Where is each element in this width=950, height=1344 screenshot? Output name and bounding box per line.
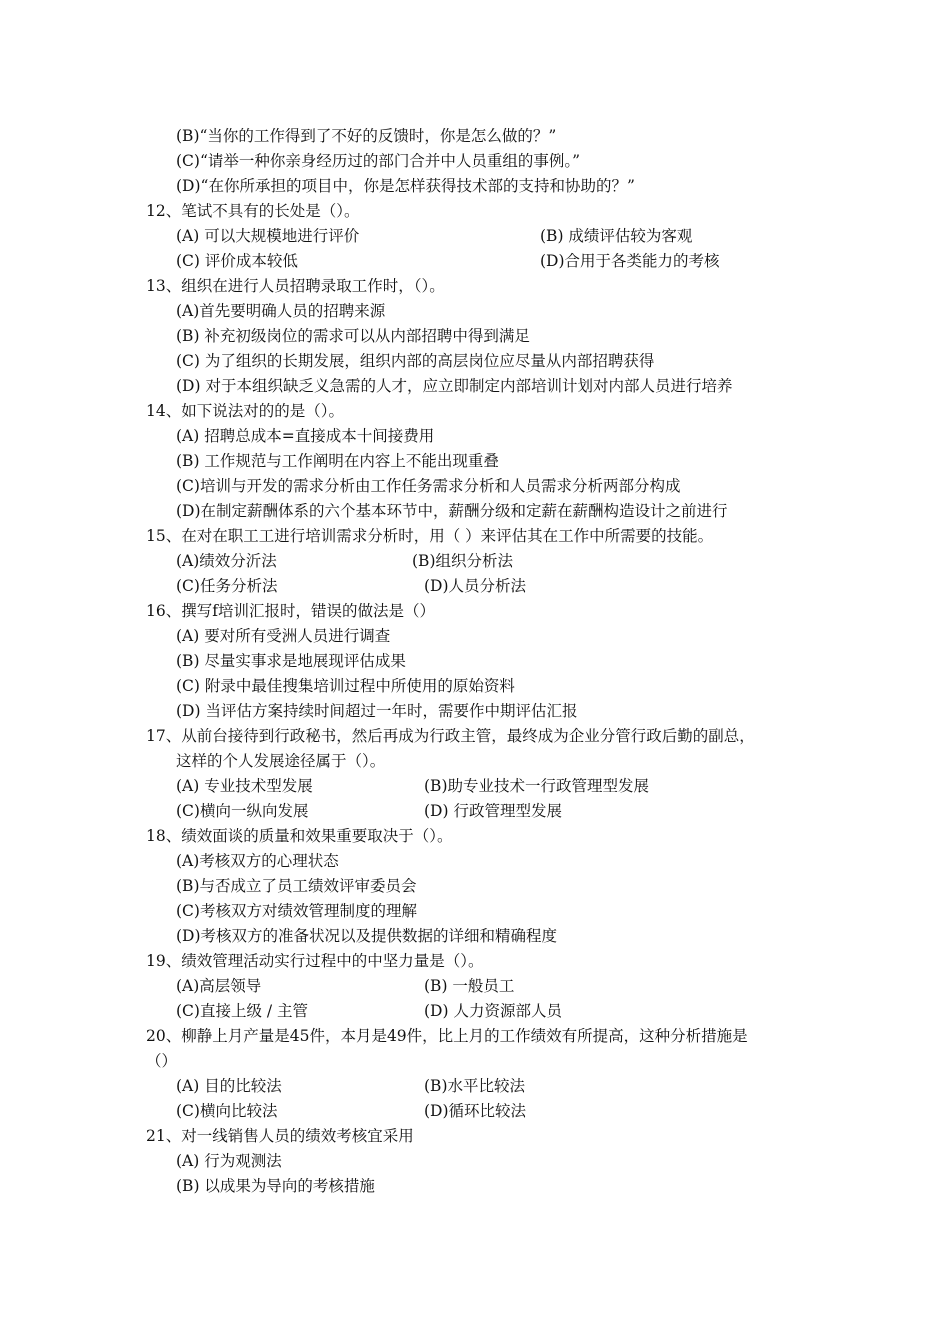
question-17-continued: 这样的个人发展途径属于（）。 — [176, 752, 386, 770]
q12-option-a: (A) 可以大规模地进行评价 — [176, 227, 360, 245]
q19-option-b: (B) 一般员工 — [424, 977, 515, 995]
question-20-continued: （） — [146, 1052, 178, 1070]
question-19: 19、绩效管理活动实行过程中的中坚力量是（）。 — [146, 952, 484, 970]
q20-option-a: (A) 目的比较法 — [176, 1077, 282, 1095]
question-14: 14、如下说法对的的是（）。 — [146, 402, 344, 420]
q18-option-b: (B)与否成立了员工绩效评审委员会 — [176, 877, 417, 895]
q18-option-c: (C)考核双方对绩效管理制度的理解 — [176, 902, 417, 920]
option-b: (B)“当你的工作得到了不好的反馈时，你是怎么做的？” — [176, 127, 557, 145]
q20-option-c: (C)横向比较法 — [176, 1102, 278, 1120]
question-20: 20、柳静上月产量是45件，本月是49件，比上月的工作绩效有所提高，这种分析措施是 — [146, 1027, 748, 1045]
q21-option-a: (A) 行为观测法 — [176, 1152, 282, 1170]
q15-option-a: (A)绩效分沂法 — [176, 552, 277, 570]
question-13: 13、组织在进行人员招聘录取工作时，（）。 — [146, 277, 445, 295]
q20-option-d: (D)循环比较法 — [424, 1102, 527, 1120]
q14-option-c: (C)培训与开发的需求分析由工作任务需求分析和人员需求分析两部分构成 — [176, 477, 681, 495]
q21-option-b: (B) 以成果为导向的考核措施 — [176, 1177, 375, 1195]
q19-option-a: (A)高层领导 — [176, 977, 262, 995]
q16-option-c: (C) 附录中最佳搜集培训过程中所使用的原始资料 — [176, 677, 515, 695]
q16-option-d: (D) 当评估方案持续时间超过一年时，需要作中期评估汇报 — [176, 702, 578, 720]
q14-option-b: (B) 工作规范与工作阐明在内容上不能出现重叠 — [176, 452, 499, 470]
question-16: 16、撰写f培训汇报时，错误的做法是（） — [146, 602, 435, 620]
question-18: 18、绩效面谈的质量和效果重要取决于（）。 — [146, 827, 453, 845]
question-21: 21、对一线销售人员的绩效考核宜采用 — [146, 1127, 414, 1145]
q18-option-d: (D)考核双方的准备状况以及提供数据的详细和精确程度 — [176, 927, 558, 945]
option-d: (D)“在你所承担的项目中，你是怎样获得技术部的支持和协助的？” — [176, 177, 635, 195]
q19-option-c: (C)直接上级 / 主管 — [176, 1002, 309, 1020]
question-15: 15、在对在职工工进行培训需求分析时，用（ ）来评估其在工作中所需要的技能。 — [146, 527, 714, 545]
question-17: 17、从前台接待到行政秘书，然后再成为行政主管，最终成为企业分管行政后勤的副总， — [146, 727, 755, 745]
q14-option-a: (A) 招聘总成本=直接成本十间接费用 — [176, 427, 435, 445]
q13-option-c: (C) 为了组织的长期发展，组织内部的高层岗位应尽量从内部招聘获得 — [176, 352, 655, 370]
q17-option-c: (C)横向一纵向发展 — [176, 802, 309, 820]
q16-option-b: (B) 尽量实事求是地展现评估成果 — [176, 652, 406, 670]
q13-option-b: (B) 补充初级岗位的需求可以从内部招聘中得到满足 — [176, 327, 530, 345]
q12-option-c: (C) 评价成本较低 — [176, 252, 298, 270]
q18-option-a: (A)考核双方的心理状态 — [176, 852, 339, 870]
q13-option-d: (D) 对于本组织缺乏义急需的人才，应立即制定内部培训计划对内部人员进行培养 — [176, 377, 733, 395]
q15-option-d: (D)人员分析法 — [424, 577, 527, 595]
q12-option-d: (D)合用于各类能力的考核 — [540, 252, 720, 270]
q13-option-a: (A)首先要明确人员的招聘来源 — [176, 302, 386, 320]
q20-option-b: (B)水平比较法 — [424, 1077, 525, 1095]
q19-option-d: (D) 人力资源部人员 — [424, 1002, 562, 1020]
q16-option-a: (A) 要对所有受洲人员进行调查 — [176, 627, 391, 645]
question-12: 12、笔试不具有的长处是（）。 — [146, 202, 360, 220]
q17-option-a: (A) 专业技术型发展 — [176, 777, 313, 795]
q15-option-c: (C)任务分析法 — [176, 577, 278, 595]
q14-option-d: (D)在制定薪酬体系的六个基本环节中，薪酬分级和定薪在薪酬构造设计之前进行 — [176, 502, 728, 520]
option-c: (C)“请举一种你亲身经历过的部门合并中人员重组的事例。” — [176, 152, 581, 170]
q17-option-b: (B)助专业技术一行政管理型发展 — [424, 777, 649, 795]
q17-option-d: (D) 行政管理型发展 — [424, 802, 562, 820]
q12-option-b: (B) 成绩评估较为客观 — [540, 227, 693, 245]
q15-option-b: (B)组织分析法 — [412, 552, 513, 570]
